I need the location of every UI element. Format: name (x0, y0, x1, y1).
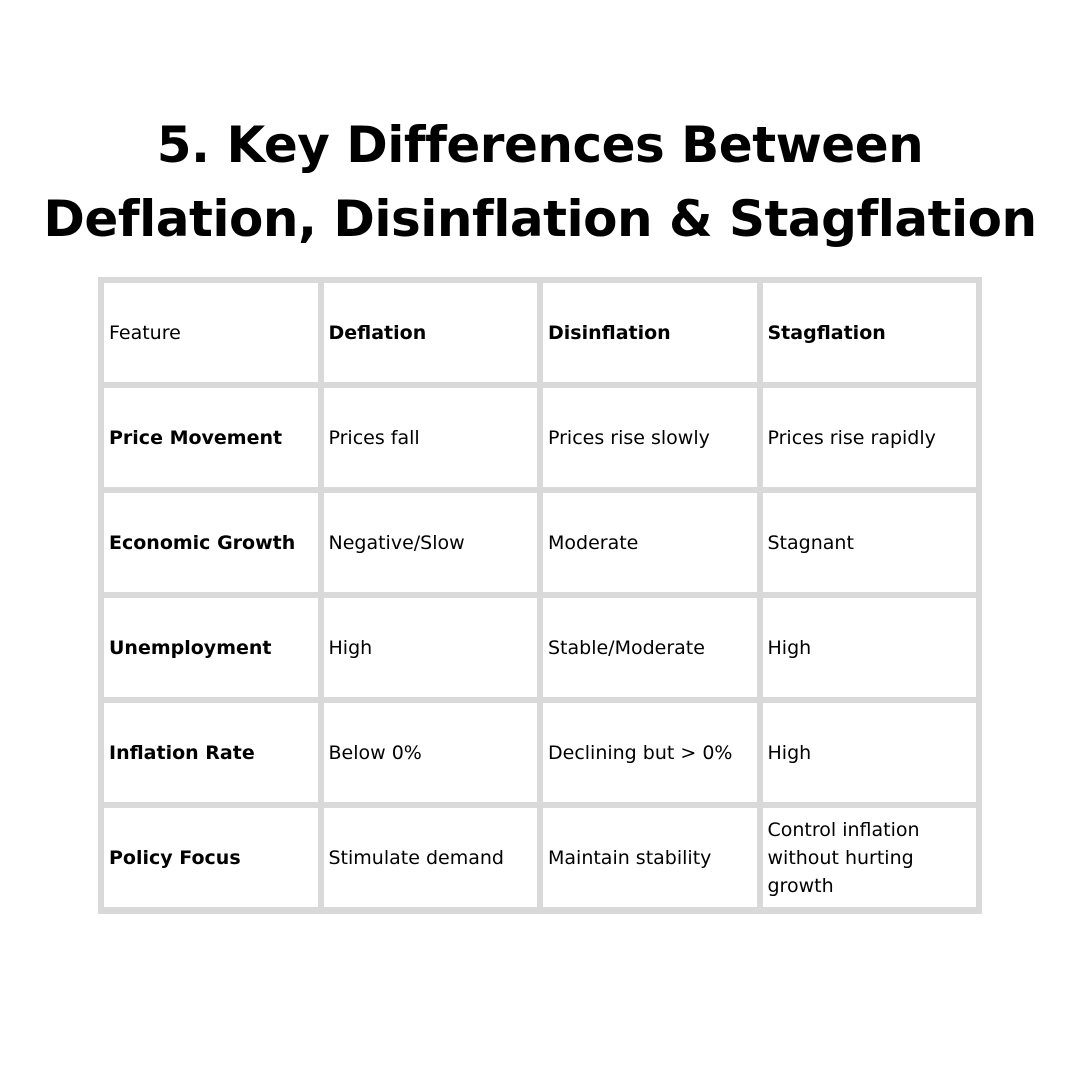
title-line-2: Deflation, Disinflation & Stagflation (43, 190, 1037, 248)
header-cell-disinflation: Disinflation (543, 283, 757, 382)
row-label: Price Movement (104, 388, 318, 487)
row-label: Inflation Rate (104, 703, 318, 802)
table-cell: Stagnant (763, 493, 977, 592)
table-cell: Prices rise slowly (543, 388, 757, 487)
table-cell: Prices fall (324, 388, 538, 487)
page-title (0, 108, 1080, 256)
header-cell-stagflation: Stagflation (763, 283, 977, 382)
table-cell: Moderate (543, 493, 757, 592)
table-cell: Control inflation without hurting growth (763, 808, 977, 907)
table-cell: Maintain stability (543, 808, 757, 907)
table-row (104, 493, 976, 592)
table-row (104, 703, 976, 802)
row-label: Policy Focus (104, 808, 318, 907)
title-line-1: 5. Key Differences Between (156, 116, 924, 174)
table-cell: Declining but > 0% (543, 703, 757, 802)
table-cell: High (763, 598, 977, 697)
table-cell: Prices rise rapidly (763, 388, 977, 487)
row-label: Economic Growth (104, 493, 318, 592)
table-cell: Stimulate demand (324, 808, 538, 907)
table-cell: Stable/Moderate (543, 598, 757, 697)
header-cell-feature: Feature (104, 283, 318, 382)
comparison-table-grid (98, 277, 982, 913)
table-row (104, 598, 976, 697)
table-cell: High (324, 598, 538, 697)
table-row (104, 808, 976, 907)
table-cell: High (763, 703, 977, 802)
comparison-table (98, 277, 982, 914)
table-header-row (104, 283, 976, 382)
table-cell: Negative/Slow (324, 493, 538, 592)
table-cell: Below 0% (324, 703, 538, 802)
row-label: Unemployment (104, 598, 318, 697)
header-cell-deflation: Deflation (324, 283, 538, 382)
table-row (104, 388, 976, 487)
